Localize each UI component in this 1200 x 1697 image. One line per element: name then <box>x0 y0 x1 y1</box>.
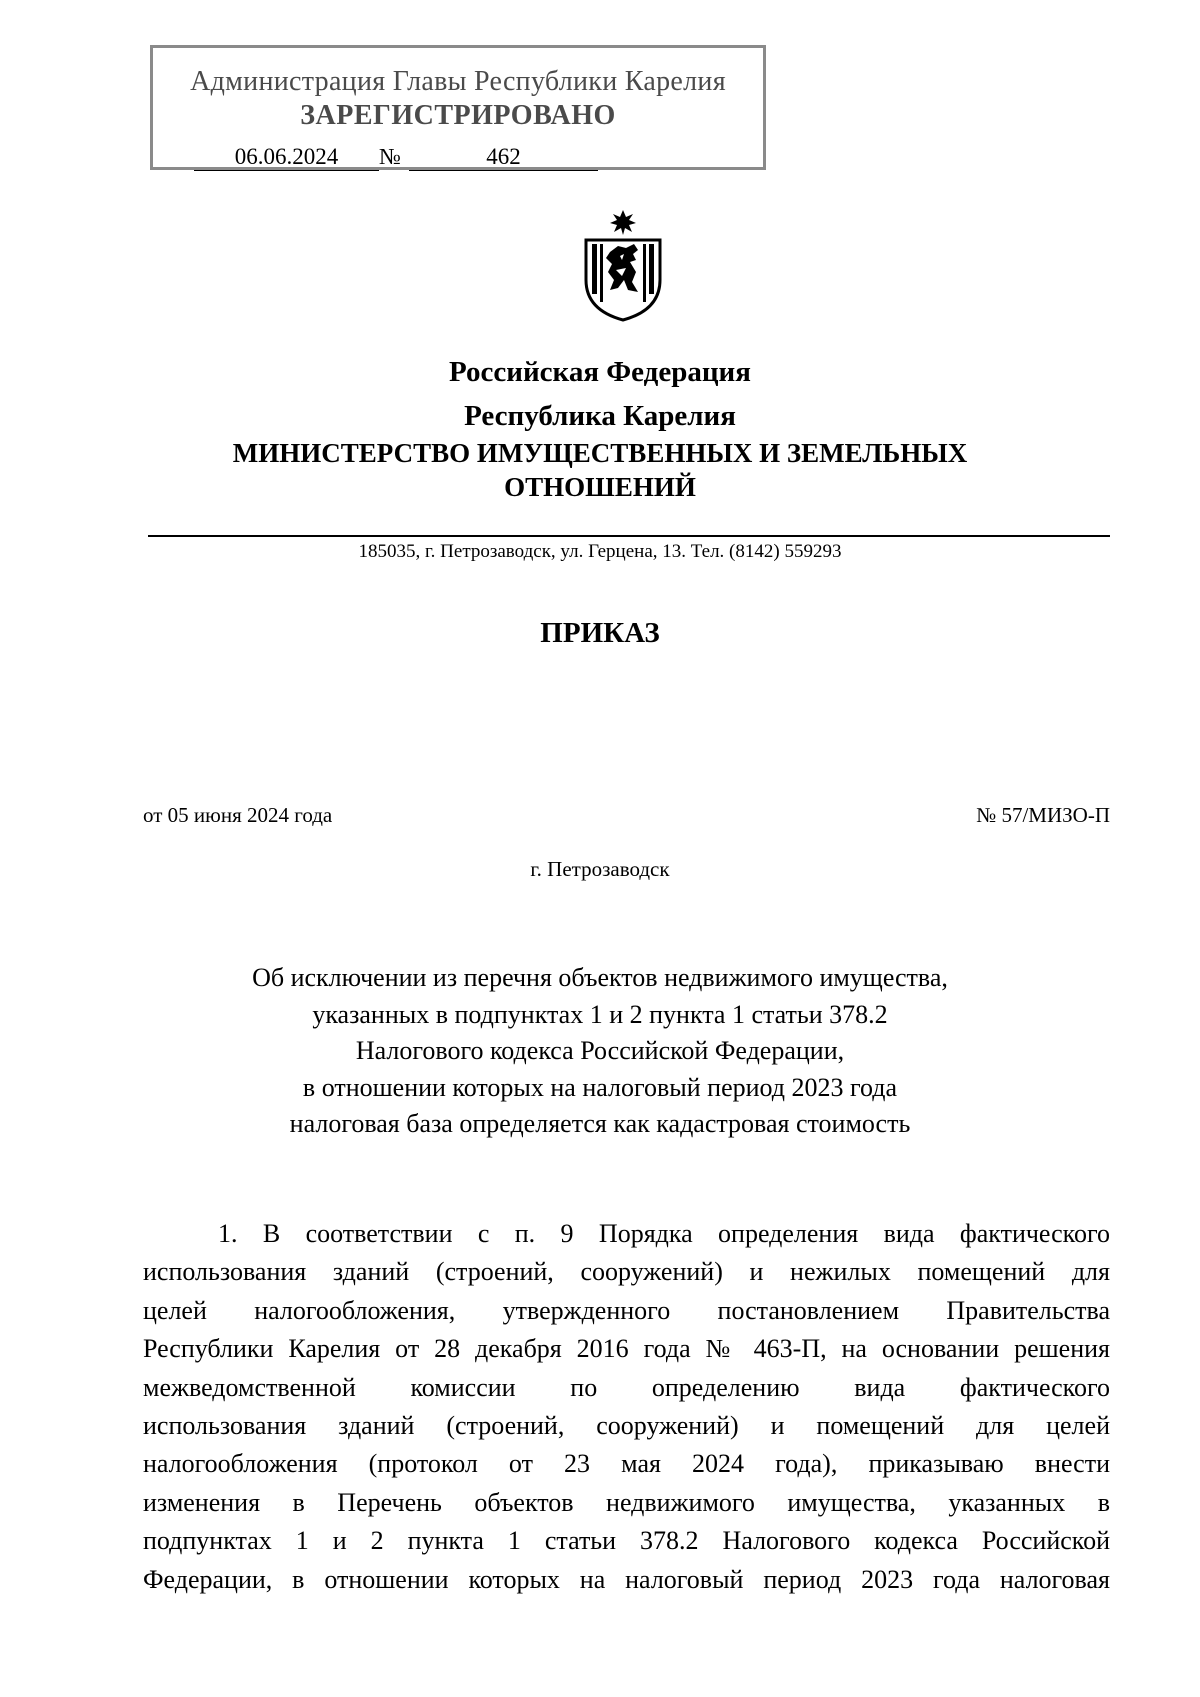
subject-line: указанных в подпунктах 1 и 2 пункта 1 статьи 378.2 <box>312 999 888 1029</box>
body-line: изменения в Перечень объектов недвижимого имущества, указанных в <box>143 1487 1110 1517</box>
subject-line: в отношении которых на налоговый период 2023 года <box>302 1072 898 1102</box>
body-line: налогообложения (протокол от 23 мая 2024 года), приказываю внести <box>143 1449 1110 1479</box>
stamp-status: ЗАРЕГИСТРИРОВАНО <box>300 100 616 131</box>
body-line: Республики Карелия от 28 декабря 2016 года № 463-П, на основании решения <box>143 1334 1110 1364</box>
body-line: целей налогообложения, утвержденного постановлением Правительства <box>143 1295 1110 1325</box>
body-line: 1. В соответствии с п. 9 Порядка определения вида фактического <box>218 1219 1110 1248</box>
stamp-organization: Администрация Главы Республики Карелия <box>190 66 726 97</box>
stamp-number-label: № <box>379 144 401 169</box>
karelia-coat-of-arms-icon <box>578 210 668 322</box>
body-line: использования зданий (строений, сооружений) и нежилых помещений для <box>143 1257 1110 1287</box>
country-name: Российская Федерация <box>449 356 751 388</box>
subject-line: Налогового кодекса Российской Федерации, <box>355 1036 845 1065</box>
ministry-name-line-2: ОТНОШЕНИЙ <box>504 472 696 502</box>
header-divider <box>148 535 1110 537</box>
document-number: № 57/МИЗО-П <box>976 803 1110 827</box>
republic-name: Республика Карелия <box>464 400 736 432</box>
stamp-number: 462 <box>409 144 598 171</box>
body-line: подпунктах 1 и 2 пункта 1 статьи 378.2 Налогового кодекса Российской <box>143 1526 1110 1556</box>
body-line: использования зданий (строений, сооружений) и помещений для целей <box>143 1410 1110 1440</box>
ministry-address: 185035, г. Петрозаводск, ул. Герцена, 13. Тел. (8142) 559293 <box>358 541 842 562</box>
stamp-date: 06.06.2024 <box>194 144 379 171</box>
registration-stamp <box>150 45 766 170</box>
body-line: Федерации, в отношении которых на налоговый период 2023 года налоговая <box>143 1564 1110 1594</box>
ministry-name-line-1: МИНИСТЕРСТВО ИМУЩЕСТВЕННЫХ И ЗЕМЕЛЬНЫХ <box>232 438 968 468</box>
document-type: ПРИКАЗ <box>540 617 660 649</box>
document-city: г. Петрозаводск <box>530 857 670 881</box>
document-subject <box>0 960 1200 1143</box>
body-line: межведомственной комиссии по определению вида фактического <box>143 1372 1110 1402</box>
document-body <box>143 1215 1110 1599</box>
subject-line: налоговая база определяется как кадастровая стоимость <box>289 1109 911 1138</box>
subject-line: Об исключении из перечня объектов недвижимого имущества, <box>252 963 948 992</box>
document-date: от 05 июня 2024 года <box>143 803 333 827</box>
